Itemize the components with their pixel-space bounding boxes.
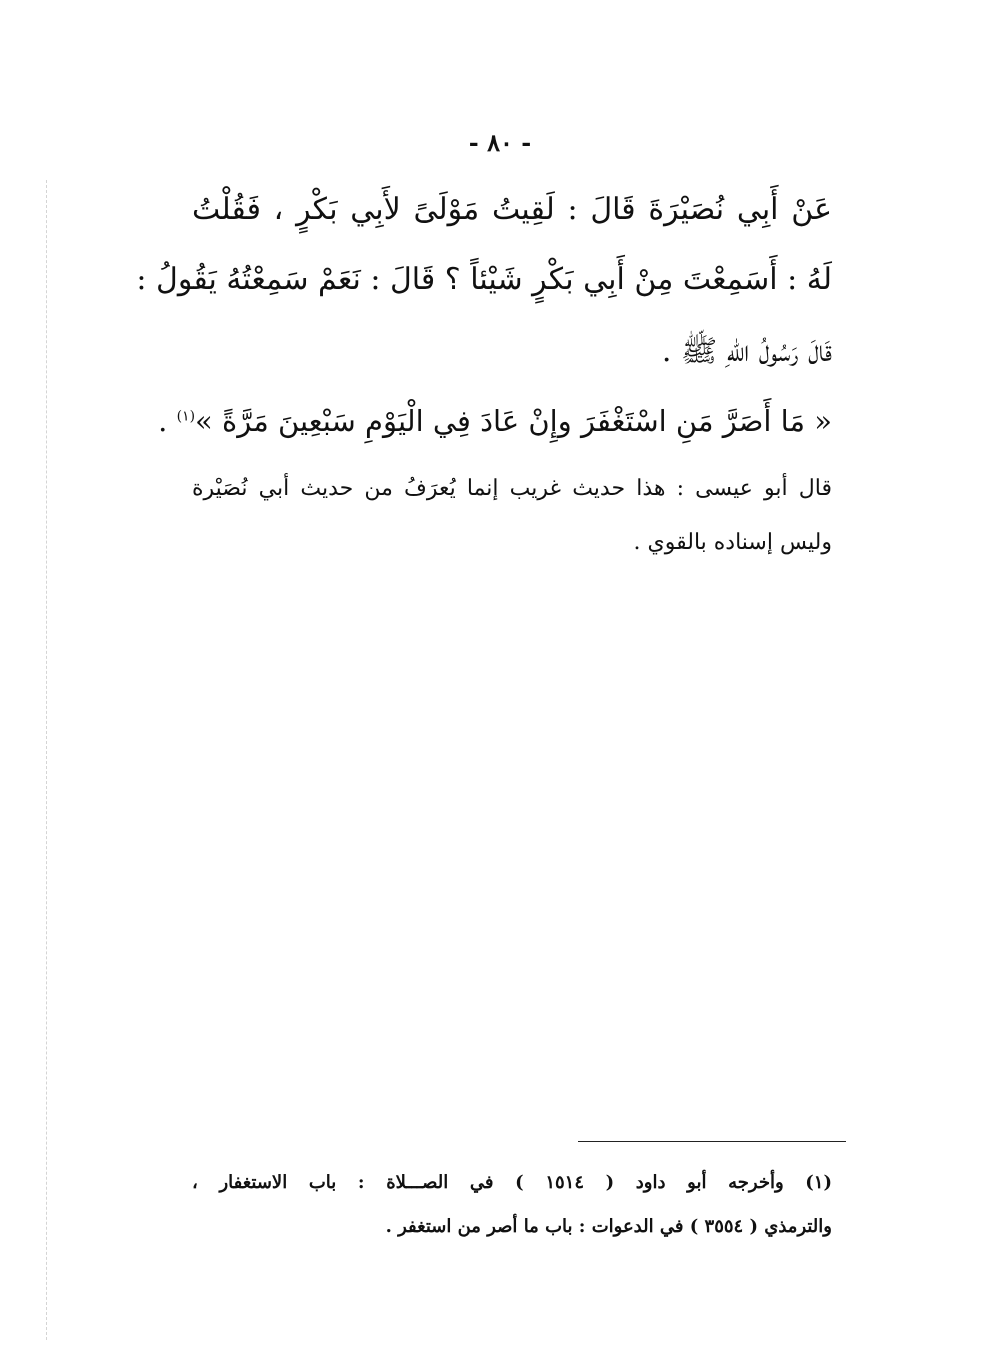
- hadith-quote-text: « مَا أَصَرَّ مَنِ اسْتَغْفَرَ وإِنْ عَادَ فِي الْيَوْمِ سَبْعِينَ مَرَّةً »: [195, 404, 832, 438]
- footnote-line-1: (١) وأخرجه أبو داود ( ١٥١٤ ) في الصـــلاة : باب الاستغفار ،: [192, 1172, 832, 1193]
- hadith-line-3: قَالَ رَسُولُ اللهِ ﷺ .: [661, 334, 832, 369]
- commentary-line-2: وليس إسناده بالقوي .: [633, 530, 832, 555]
- commentary-line-1: قال أبو عيسى : هذا حديث غريب إنما يُعرَفُ من حديث أبي نُصَيْرة: [192, 476, 832, 501]
- footnote-divider: [578, 1141, 846, 1142]
- hadith-quote: [158, 404, 832, 438]
- hadith-quote-end: .: [158, 404, 177, 438]
- page-number: - ٨٠ -: [468, 128, 532, 157]
- scan-edge-artifact: [46, 180, 47, 1340]
- hadith-line-2: لَهُ : أَسَمِعْتَ مِنْ أَبِي بَكْرٍ شَيْئاً ؟ قَالَ : نَعَمْ سَمِعْتُهُ يَقُولُ :: [136, 262, 832, 297]
- footnote-marker: (١): [176, 408, 196, 425]
- hadith-line-1: عَنْ أَبِي نُصَيْرَةَ قَالَ : لَقِيتُ مَوْلَىً لأَبِي بَكْرٍ ، فَقُلْتُ: [192, 192, 832, 227]
- footnote-line-2: والترمذي ( ٣٥٥٤ ) في الدعوات : باب ما أصر من استغفر .: [385, 1216, 832, 1237]
